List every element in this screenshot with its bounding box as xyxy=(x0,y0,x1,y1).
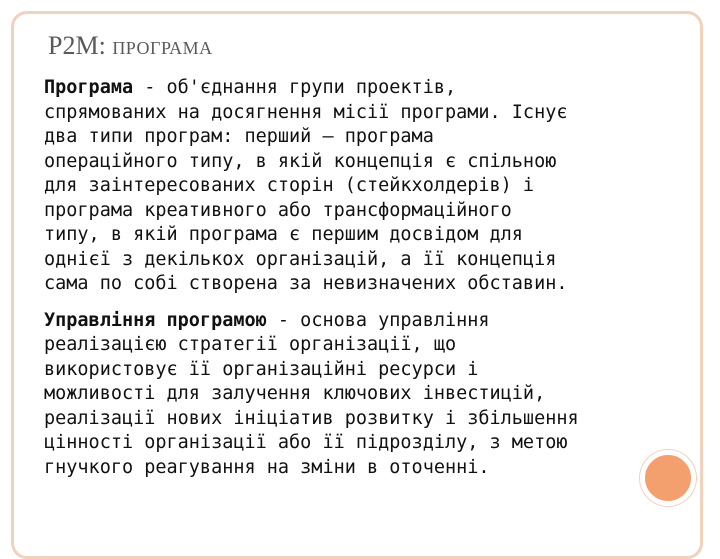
paragraph-line: програма креативного або трансформаційного xyxy=(44,199,512,221)
term-program: Програма xyxy=(44,77,134,98)
decorative-circle xyxy=(640,450,696,506)
paragraph-line: сама по собі створена за невизначених обставин. xyxy=(44,273,568,294)
paragraph-line: для заінтересованих сторін (стейкхолдерів) і xyxy=(44,175,535,196)
paragraph-line: реалізацією стратегії організації, що xyxy=(44,334,457,355)
paragraph-line: використовує її організаційні ресурси і xyxy=(44,358,479,380)
paragraph-line: цінності організації або її підрозділу, з метою xyxy=(44,432,568,453)
slide-content xyxy=(44,76,654,480)
paragraph-line: Програма - об'єднання групи проектів, xyxy=(44,77,457,98)
slide-title xyxy=(48,33,213,59)
paragraph-line: операційного типу, в якій концепція є спільною xyxy=(44,150,557,172)
paragraph-line: реалізації нових ініціатив розвитку і збільшення xyxy=(44,407,579,429)
paragraph-line: гнучкого реагування на зміни в оточенні. xyxy=(44,456,490,478)
paragraph-program xyxy=(44,76,654,297)
paragraph-line: можливості для залучення ключових інвестицій, xyxy=(44,383,546,404)
paragraph-line: типу, в якій програма є першим досвідом для xyxy=(44,224,523,245)
term-program-management: Управління програмою xyxy=(44,309,267,331)
paragraph-line: однієї з декількох організацій, а її концепція xyxy=(44,248,557,270)
paragraph-line: два типи програм: перший – програма xyxy=(44,126,434,147)
paragraph-line: спрямованих на досягнення місії програми. Існує xyxy=(44,101,568,123)
paragraph-line: Управління програмою - основа управління xyxy=(44,309,490,331)
title-main: P2M: xyxy=(48,31,113,60)
paragraph-program-management xyxy=(44,309,654,481)
title-sub: ПРОГРАМА xyxy=(112,38,213,58)
